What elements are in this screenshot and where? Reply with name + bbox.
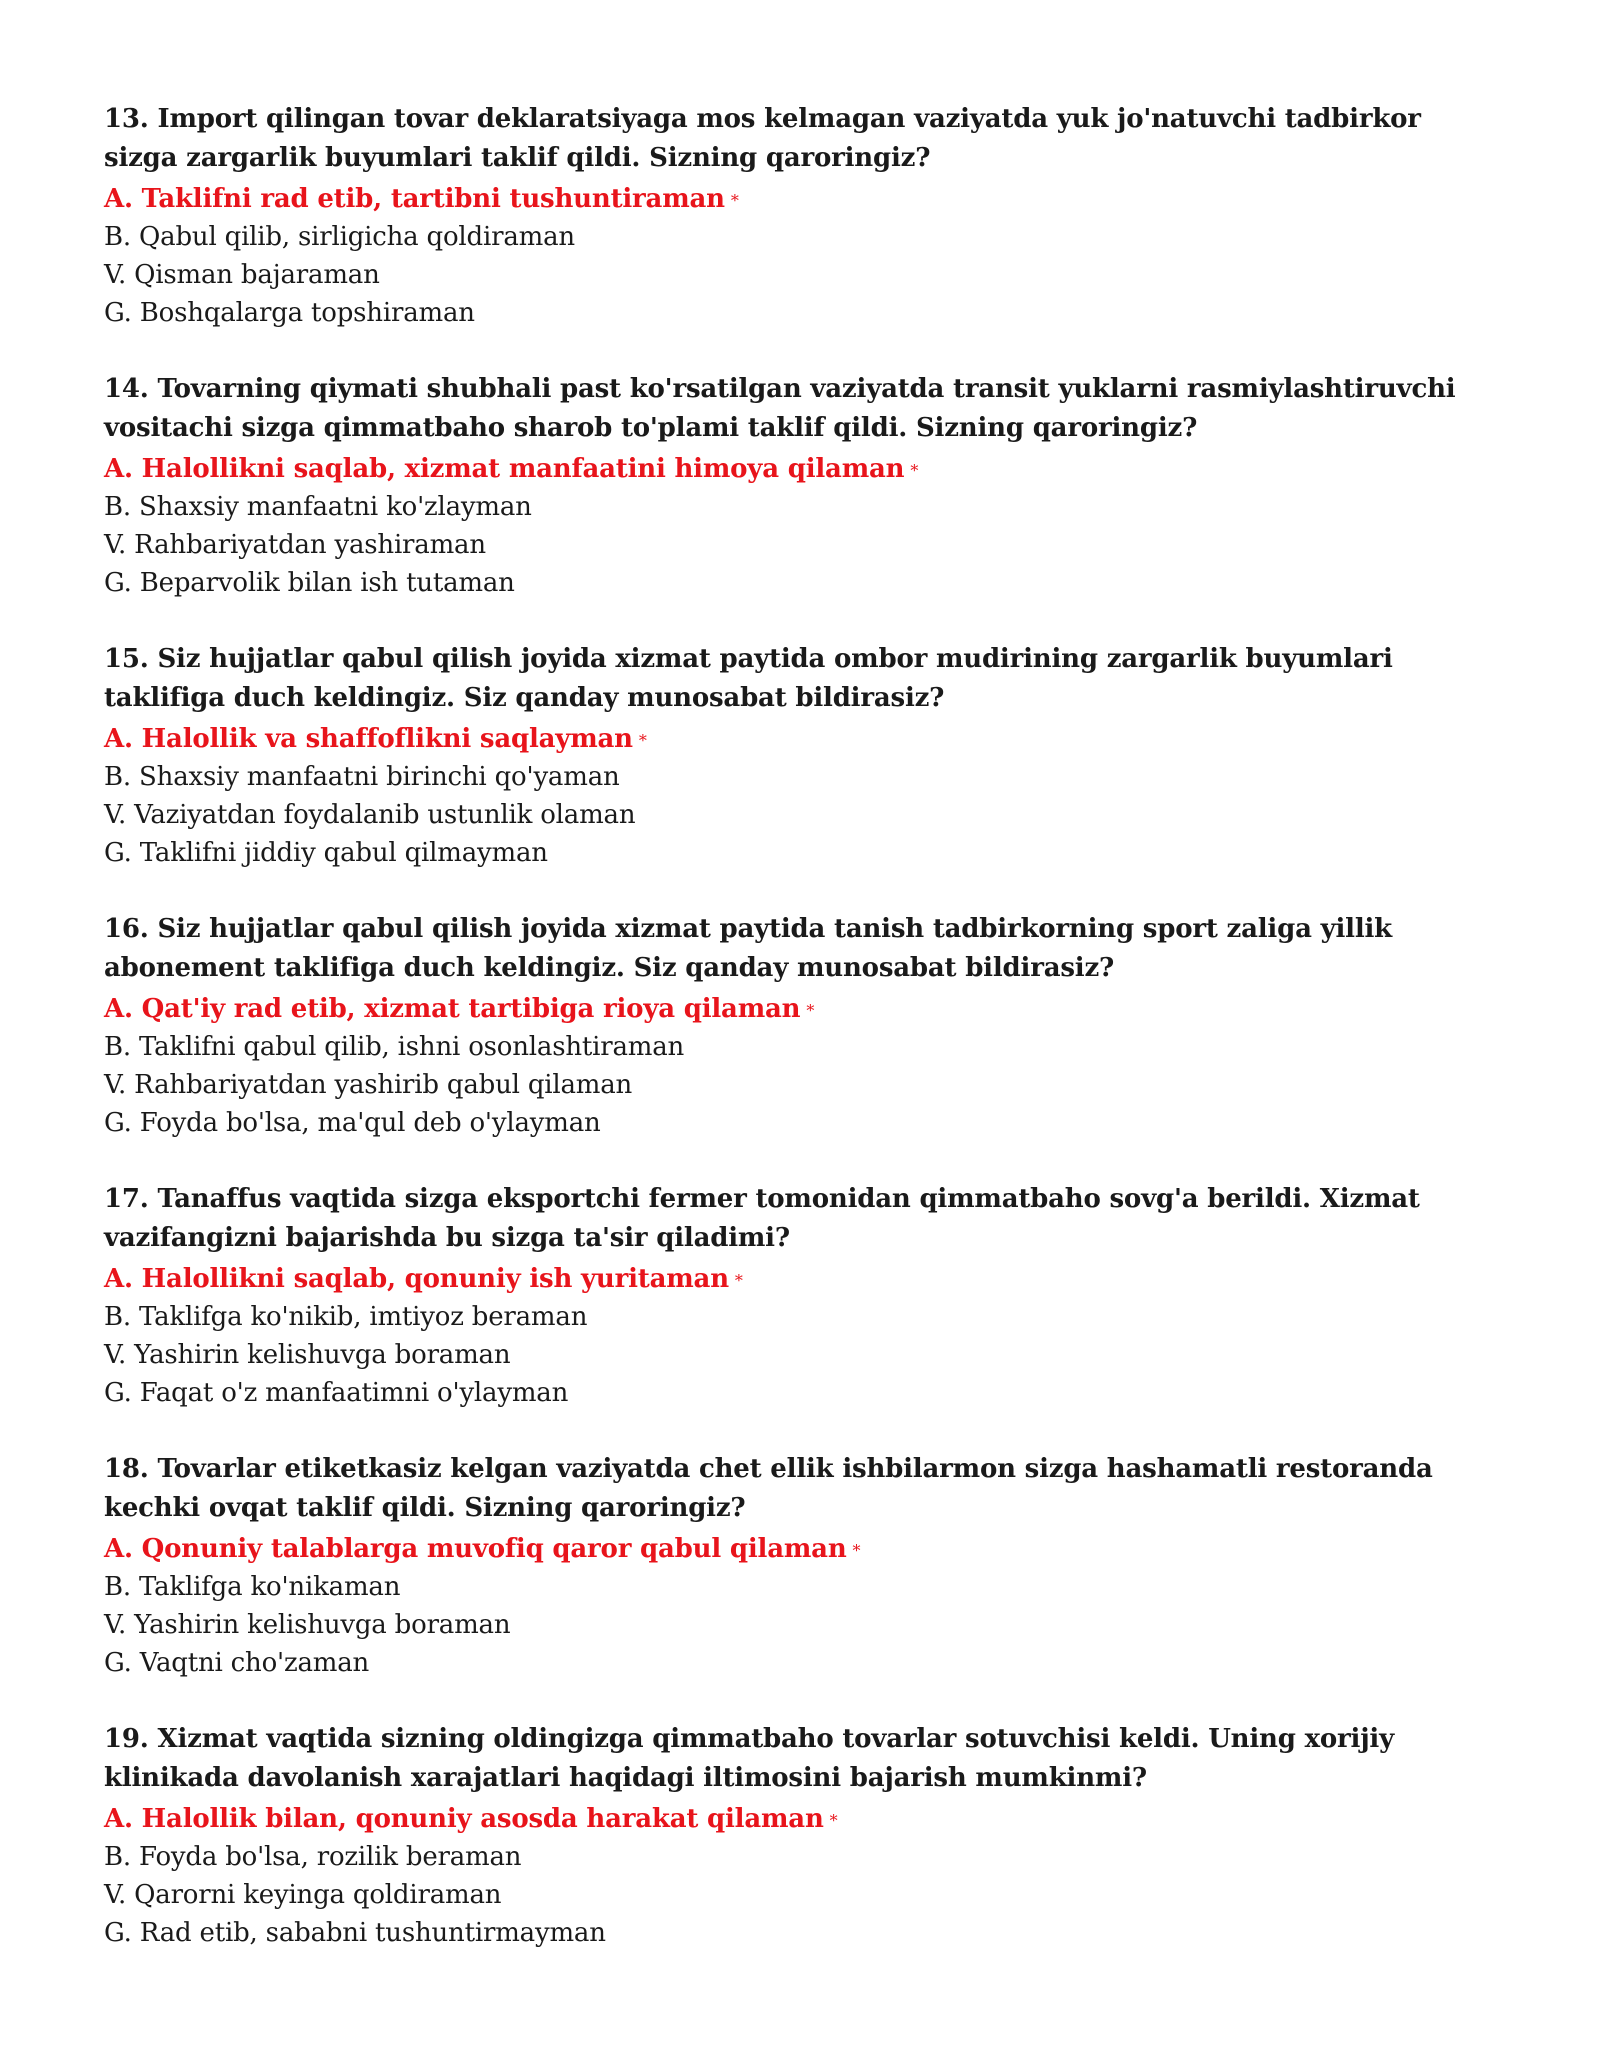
correct-answer [104,1800,1500,1838]
question-text: 14. Tovarning qiymati shubhali past ko'rsatilgan vaziyatda transit yuklarni rasmiylashtiruvchi vositachi sizga qimmatbaho sharob to'plami taklif qildi. Sizning qaroringiz? [104,374,1456,443]
correct-mark: * [730,191,739,210]
question-text: 16. Siz hujjatlar qabul qilish joyida xizmat paytida tanish tadbirkorning sport zaliga yillik abonement taklifiga duch keldingiz. Siz qanday munosabat bildirasiz? [104,914,1393,983]
answer-options [104,1530,1500,1682]
correct-answer [104,990,1500,1028]
correct-mark: * [852,1541,861,1560]
answer-option-b: B. Shaxsiy manfaatni ko'zlayman [104,492,532,522]
answer-option-v: V. Rahbariyatdan yashirib qabul qilaman [104,1070,633,1100]
answer-option-g: G. Beparvolik bilan ish tutaman [104,568,515,598]
answer-option-g: G. Boshqalarga topshiraman [104,298,475,328]
answer-option-b: B. Taklifga ko'nikib, imtiyoz beraman [104,1302,588,1332]
question-16 [104,910,1500,1142]
question-text: 15. Siz hujjatlar qabul qilish joyida xizmat paytida ombor mudirining zargarlik buyumlari taklifiga duch keldingiz. Siz qanday munosabat bildirasiz? [104,644,1393,713]
correct-answer [104,180,1500,218]
answer-option-g: G. Foyda bo'lsa, ma'qul deb o'ylayman [104,1108,601,1138]
answer-option-b: B. Shaxsiy manfaatni birinchi qo'yaman [104,762,620,792]
question-14 [104,370,1500,602]
answer-label: A. Halollikni saqlab, qonuniy ish yuritaman [104,1264,729,1294]
answer-label: A. Qonuniy talablarga muvofiq qaror qabul qilaman [104,1534,847,1564]
correct-mark: * [638,731,647,750]
question-19 [104,1720,1500,1952]
question-18 [104,1450,1500,1682]
answer-options [104,180,1500,332]
answer-option-v: V. Rahbariyatdan yashiraman [104,530,486,560]
answer-options [104,1800,1500,1952]
answer-label: A. Halollik bilan, qonuniy asosda harakat qilaman [104,1804,824,1834]
answer-label: A. Taklifni rad etib, tartibni tushuntiraman [104,184,725,214]
answer-option-b: B. Taklifni qabul qilib, ishni osonlashtiraman [104,1032,685,1062]
question-text: 17. Tanaffus vaqtida sizga eksportchi fermer tomonidan qimmatbaho sovg'a berildi. Xizmat vazifangizni bajarishda bu sizga ta'sir qiladimi? [104,1184,1420,1253]
question-15 [104,640,1500,872]
answer-option-v: V. Yashirin kelishuvga boraman [104,1610,511,1640]
answer-option-b: B. Foyda bo'lsa, rozilik beraman [104,1842,522,1872]
answer-option-b: B. Qabul qilib, sirligicha qoldiraman [104,222,575,252]
answer-options [104,990,1500,1142]
answer-option-v: V. Qisman bajaraman [104,260,380,290]
question-13 [104,100,1500,332]
answer-option-g: G. Faqat o'z manfaatimni o'ylayman [104,1378,569,1408]
correct-answer [104,720,1500,758]
correct-answer [104,1530,1500,1568]
answer-label: A. Halollik va shaffoflikni saqlayman [104,724,633,754]
correct-mark: * [829,1811,838,1830]
question-text: 13. Import qilingan tovar deklaratsiyaga mos kelmagan vaziyatda yuk jo'natuvchi tadbirkor sizga zargarlik buyumlari taklif qildi. Sizning qaroringiz? [104,104,1421,173]
correct-answer [104,1260,1500,1298]
answer-options [104,450,1500,602]
answer-option-b: B. Taklifga ko'nikaman [104,1572,401,1602]
answer-label: A. Qat'iy rad etib, xizmat tartibiga rioya qilaman [104,994,801,1024]
answer-options [104,1260,1500,1412]
answer-option-g: G. Vaqtni cho'zaman [104,1648,370,1678]
answer-option-g: G. Taklifni jiddiy qabul qilmayman [104,838,548,868]
answer-option-v: V. Vaziyatdan foydalanib ustunlik olaman [104,800,636,830]
question-17 [104,1180,1500,1412]
correct-answer [104,450,1500,488]
question-text: 19. Xizmat vaqtida sizning oldingizga qimmatbaho tovarlar sotuvchisi keldi. Uning xorijiy klinikada davolanish xarajatlari haqidagi iltimosini bajarish mumkinmi? [104,1724,1394,1793]
correct-mark: * [910,461,919,480]
correct-mark: * [806,1001,815,1020]
answer-option-g: G. Rad etib, sababni tushuntirmayman [104,1918,606,1948]
answer-option-v: V. Qarorni keyinga qoldiraman [104,1880,502,1910]
answer-options [104,720,1500,872]
correct-mark: * [734,1271,743,1290]
question-text: 18. Tovarlar etiketkasiz kelgan vaziyatda chet ellik ishbilarmon sizga hashamatli restoranda kechki ovqat taklif qildi. Sizning qaroringiz? [104,1454,1433,1523]
answer-label: A. Halollikni saqlab, xizmat manfaatini himoya qilaman [104,454,905,484]
answer-option-v: V. Yashirin kelishuvga boraman [104,1340,511,1370]
